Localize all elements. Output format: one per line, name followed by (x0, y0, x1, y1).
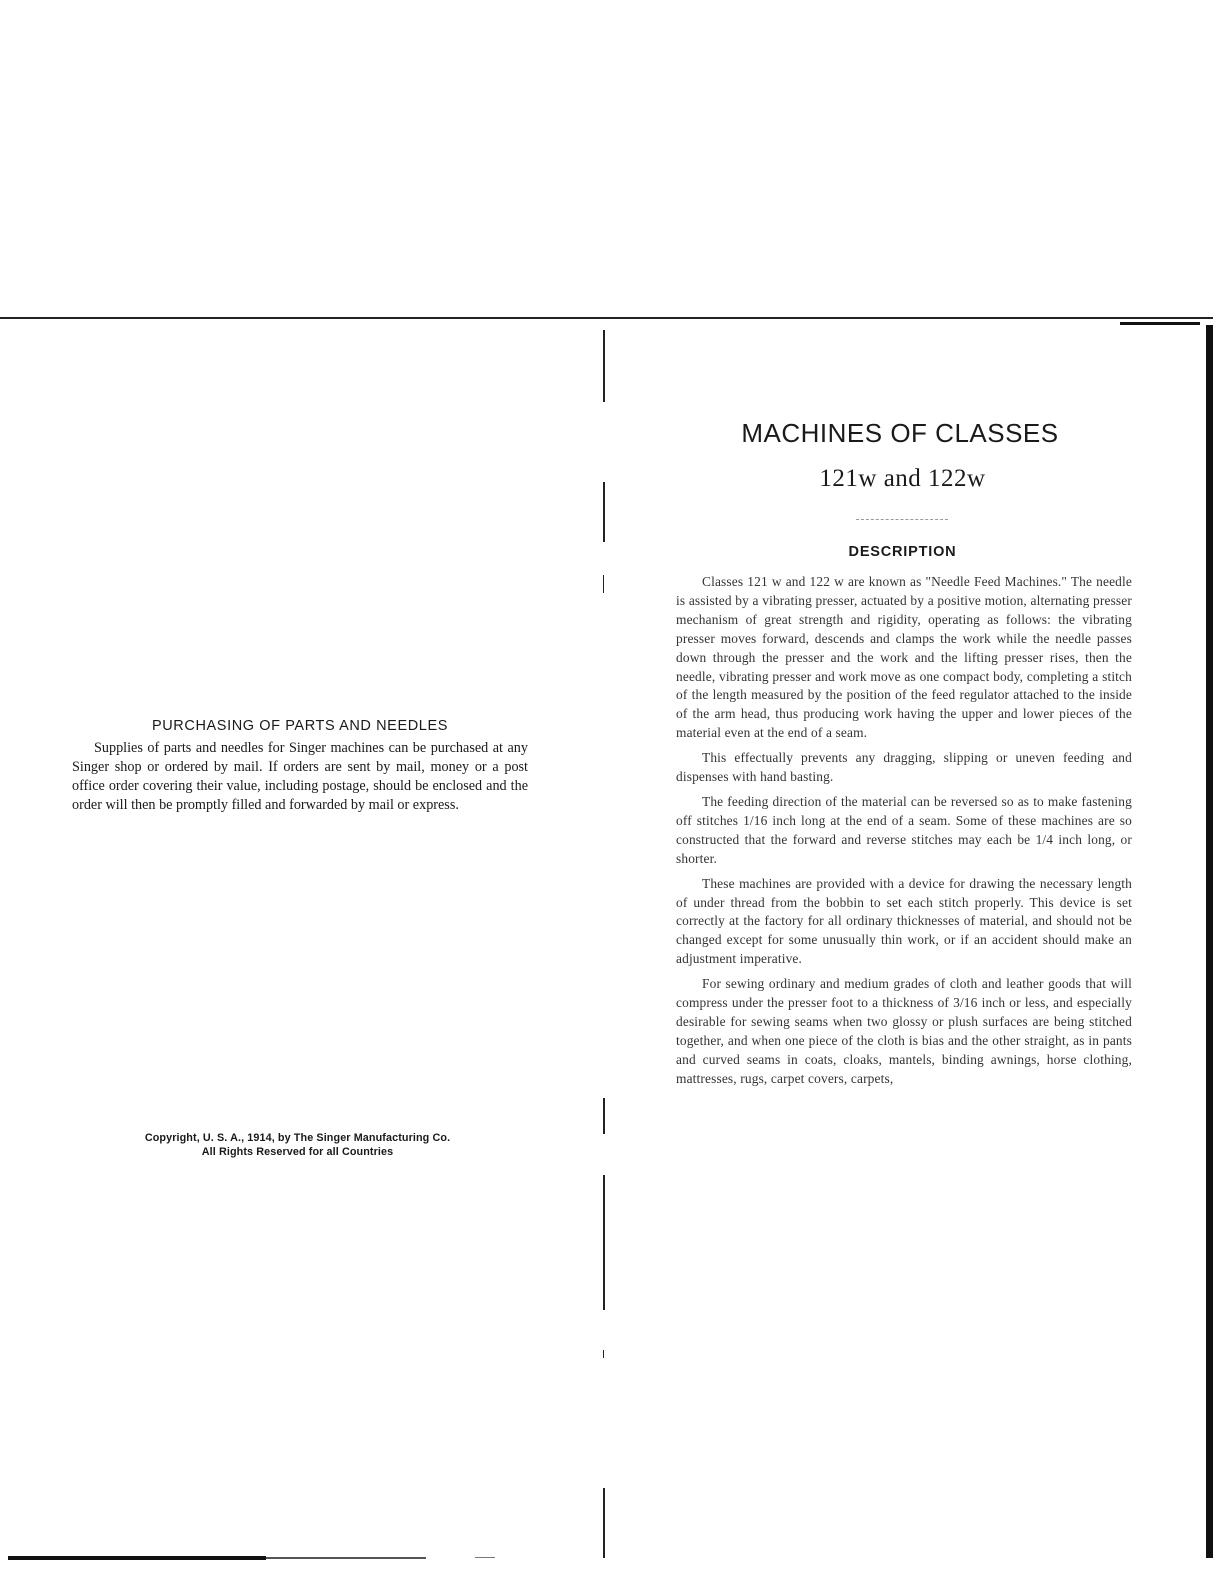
bottom-edge-rule-faint (266, 1557, 426, 1559)
top-edge-shadow (1120, 322, 1200, 325)
top-edge-rule (0, 317, 1213, 319)
gutter-line (603, 482, 605, 542)
title-ornament (856, 519, 948, 521)
purchasing-body: Supplies of parts and needles for Singer machines can be purchased at any Singer shop or ordered by mail. If orders are sent by mail, money or a post office order covering their value, including postage, should be enclosed and the order will then be promptly filled and forwarded by mail or express. (72, 740, 528, 813)
description-paragraph: For sewing ordinary and medium grades of cloth and leather goods that will compress under the presser foot to a thickness of 3/16 inch or less, and especially desirable for sewing seams when two glossy or plush surfaces are being stitched together, and when one piece of the cloth is bias and the other straight, as in pants and curved seams in coats, cloaks, mantels, binding awnings, horse clothing, mattresses, rugs, carpet covers, carpets, (676, 976, 1132, 1086)
gutter-line (603, 1488, 605, 1558)
bottom-edge-rule-dash (475, 1557, 495, 1558)
description-heading: DESCRIPTION (848, 544, 957, 560)
gutter-line (603, 575, 604, 593)
gutter-line (603, 330, 605, 402)
page-subtitle: 121w and 122w (819, 465, 986, 492)
purchasing-heading: PURCHASING OF PARTS AND NEEDLES (151, 718, 449, 734)
copyright-notice (140, 1131, 455, 1159)
gutter-line (603, 1098, 605, 1134)
description-paragraph: The feeding direction of the material can be reversed so as to make fastening off stitches 1/16 inch long at the end of a seam. Some of these machines are so constructed that the forward and reverse stitches may each be 1/4 inch long, or shorter. (676, 793, 1132, 866)
bottom-edge-rule (8, 1556, 266, 1560)
gutter-line (603, 1175, 605, 1310)
description-paragraph: Classes 121 w and 122 w are known as "Needle Feed Machines." The needle is assisted by a vibrating presser, actuated by a positive motion, alternating presser mechanism of great strength and rigidity, operating as follows: the vibrating presser moves forward, descends and clamps the work while the needle passes down through the presser and the work and the lifting presser rises, then the needle, vibrating presser and work move as one compact body, completing a stitch of the length measured by the position of the feed regulator attached to the inside of the arm head, thus producing work having the upper and lower pieces of the material even at the end of a seam. (676, 574, 1132, 741)
rights-line: All Rights Reserved for all Countries (201, 1146, 394, 1158)
page-title: MACHINES OF CLASSES (741, 418, 1059, 448)
description-body (676, 573, 1132, 1095)
gutter-line (603, 1350, 604, 1358)
copyright-line: Copyright, U. S. A., 1914, by The Singer Manufacturing Co. (144, 1132, 451, 1144)
description-paragraph: These machines are provided with a device for drawing the necessary length of under thread from the bobbin to set each stitch properly. This device is set correctly at the factory for all ordinary thicknesses of material, and should not be changed except for some unusually thin work, or if an accident should make an adjustment imperative. (676, 875, 1132, 967)
right-edge-shadow (1206, 325, 1213, 1558)
description-paragraph: This effectually prevents any dragging, slipping or uneven feeding and dispenses with hand basting. (676, 750, 1132, 785)
